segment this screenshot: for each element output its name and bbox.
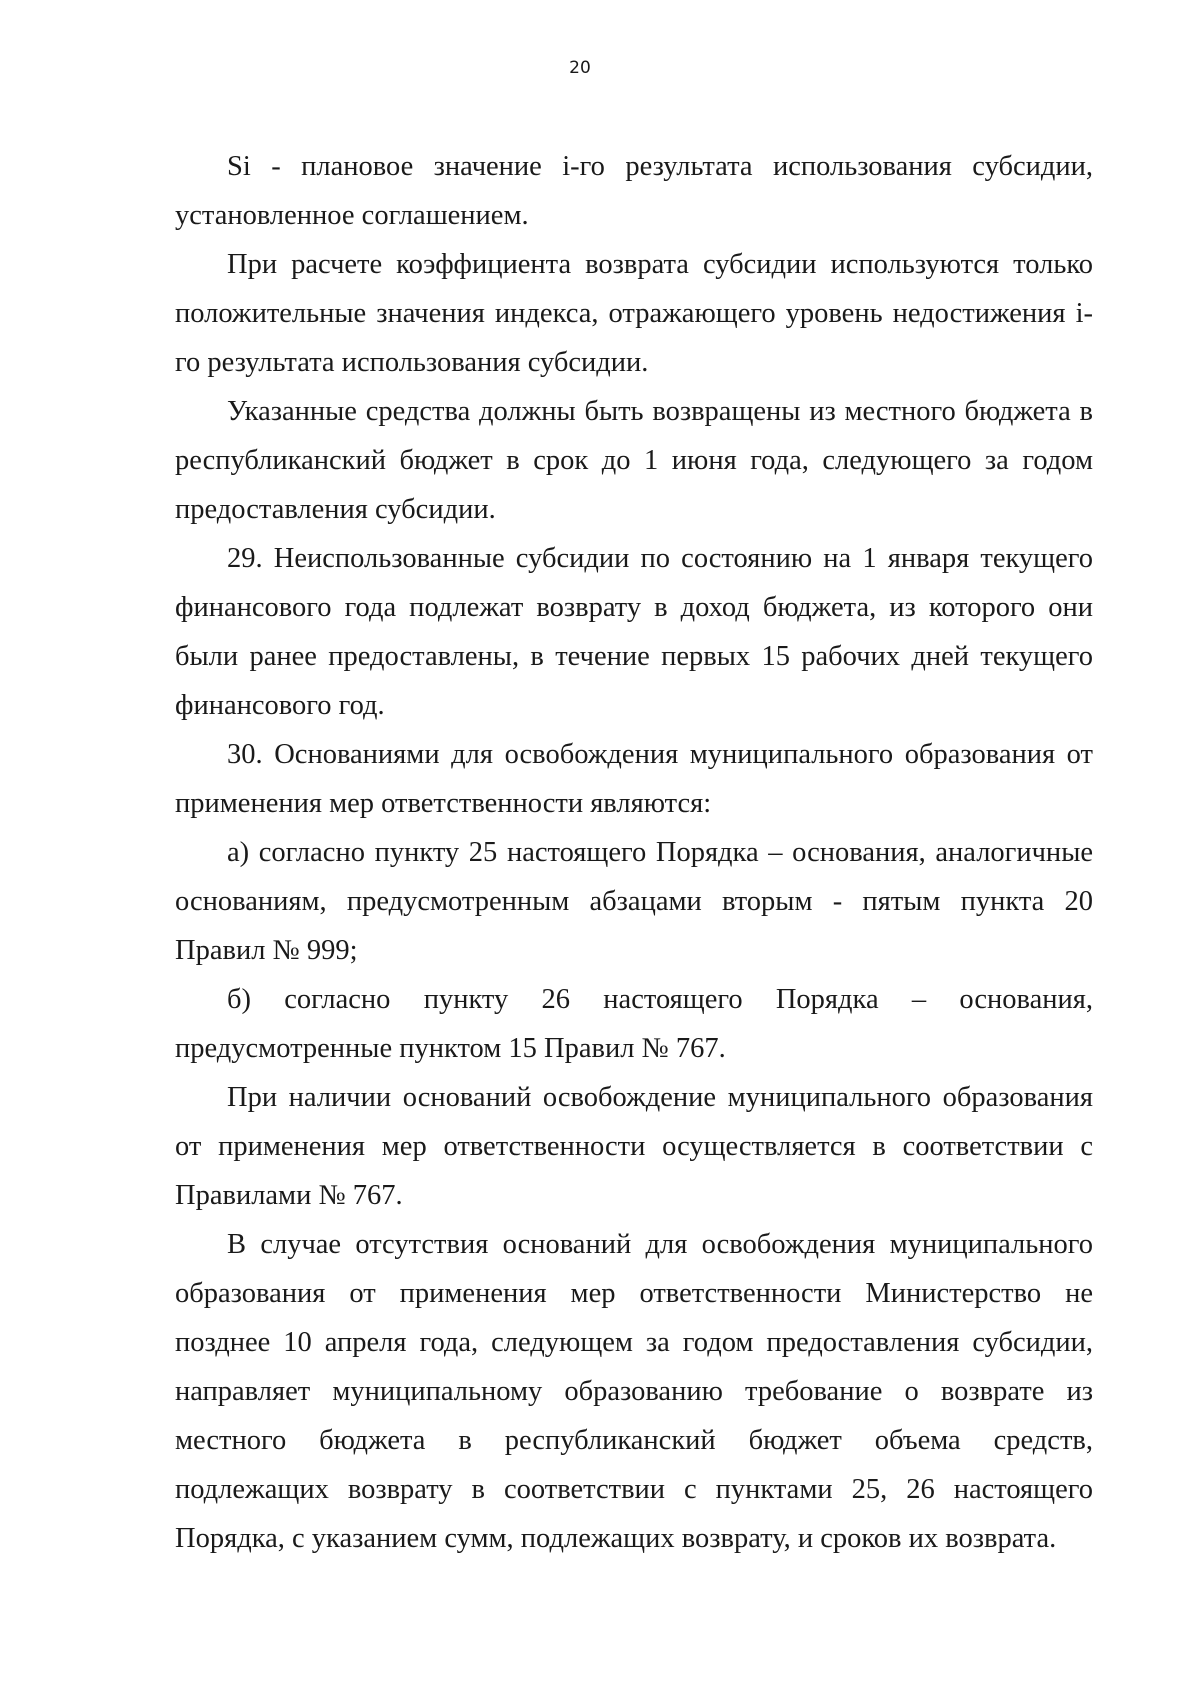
paragraph: При наличии оснований освобождение муниципального образования от применения мер ответственности осуществляется в соответствии с Правилами № 767.: [175, 1082, 1093, 1211]
paragraph: При расчете коэффициента возврата субсидии используются только положительные значения индекса, отражающего уровень недостижения i-го результата использования субсидии.: [175, 249, 1093, 378]
paragraph: 29. Неиспользованные субсидии по состоянию на 1 января текущего финансового года подлежат возврату в доход бюджета, из которого они были ранее предоставлены, в течение первых 15 рабочих дней текущего финансового год.: [175, 543, 1093, 721]
page-number: 20: [569, 58, 591, 78]
paragraph: В случае отсутствия оснований для освобождения муниципального образования от применения мер ответственности Министерство не позднее 10 апреля года, следующем за годом предоставления субсидии, направляет муниципальному образованию требование о возврате из местного бюджета в республиканский бюджет объема средств, подлежащих возврату в соответствии с пунктами 25, 26 настоящего Порядка, с указанием сумм, подлежащих возврату, и сроков их возврата.: [175, 1229, 1093, 1554]
paragraph: а) согласно пункту 25 настоящего Порядка – основания, аналогичные основаниям, предусмотренным абзацами вторым - пятым пункта 20 Правил № 999;: [175, 837, 1093, 966]
paragraph: Si - плановое значение i-го результата использования субсидии, установленное соглашением.: [175, 151, 1093, 231]
paragraph: б) согласно пункту 26 настоящего Порядка – основания, предусмотренные пунктом 15 Правил № 767.: [175, 984, 1093, 1064]
paragraph: 30. Основаниями для освобождения муниципального образования от применения мер ответственности являются:: [175, 739, 1093, 819]
document-body: [175, 142, 1093, 1563]
paragraph: Указанные средства должны быть возвращены из местного бюджета в республиканский бюджет в срок до 1 июня года, следующего за годом предоставления субсидии.: [175, 396, 1093, 525]
